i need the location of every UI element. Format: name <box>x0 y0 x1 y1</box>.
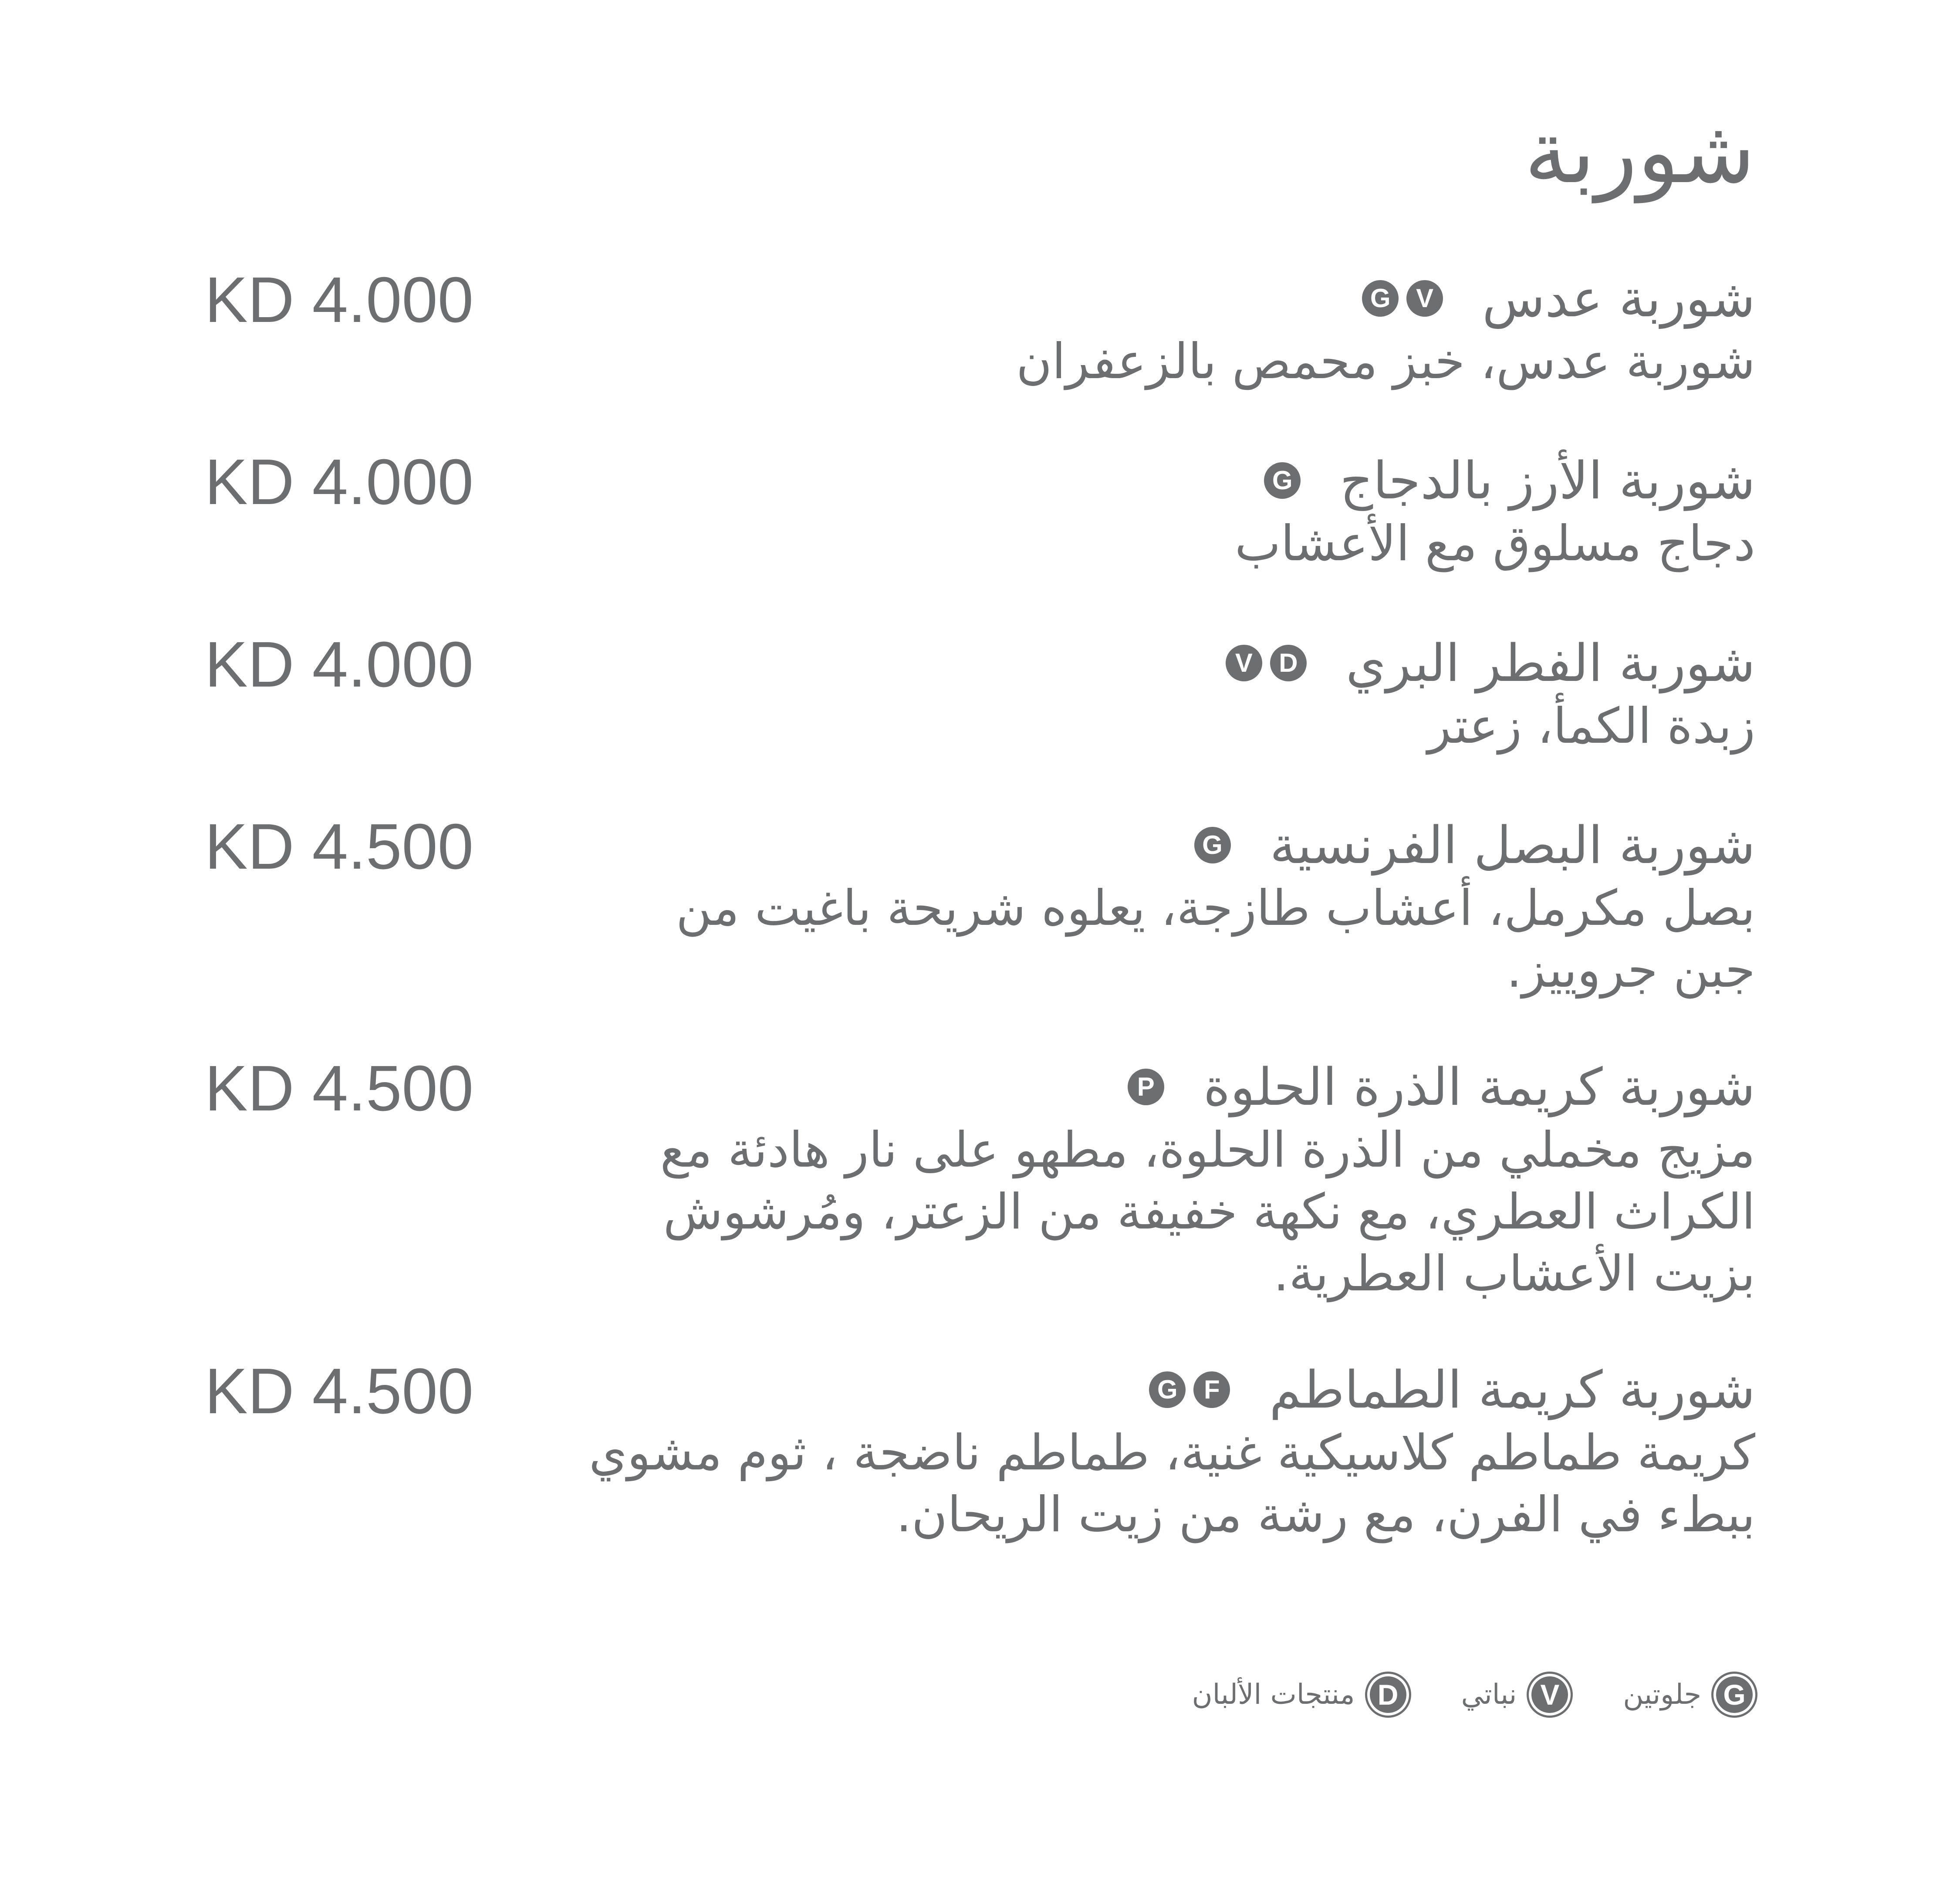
gluten-badge-icon: G <box>1264 462 1301 499</box>
dairy-badge-icon: D <box>1270 645 1307 681</box>
legend-label: جلوتين <box>1623 1679 1701 1711</box>
menu-item <box>492 633 1755 757</box>
vegan-badge-icon: V <box>1406 280 1443 317</box>
item-description: بصل مكرمل، أعشاب طازجة، يعلوه شريحة باغيت من جبن جروييز. <box>676 880 1755 998</box>
dairy-badge-icon: D <box>1367 1674 1409 1716</box>
item-price: KD 4.000 <box>205 264 474 336</box>
legend-entry-gluten <box>1623 1674 1755 1716</box>
item-description: مزيج مخملي من الذرة الحلوة، مطهو على نار هادئة مع الكراث العطري، مع نكهة خفيفة من الزعتر، ومُرشوش بزيت الأعشاب العطرية. <box>660 1122 1755 1302</box>
item-name: شوربة الأرز بالدجاج <box>1340 450 1755 511</box>
legend-label: نباتي <box>1461 1679 1517 1711</box>
item-price: KD 4.500 <box>205 1355 474 1427</box>
dietary-legend <box>1192 1674 1755 1716</box>
item-name: شوربة كريمة الطماطم <box>1269 1360 1755 1420</box>
item-description: كريمة طماطم كلاسيكية غنية، طماطم ناضجة ، ثوم مشوي ببطء في الفرن، مع رشة من زيت الريحان. <box>589 1425 1755 1543</box>
menu-item <box>492 815 1755 1001</box>
menu-item <box>492 450 1755 575</box>
item-name: شوربة عدس <box>1482 268 1755 328</box>
legend-label: منتجات الألبان <box>1192 1679 1355 1711</box>
item-description: دجاج مسلوق مع الأعشاب <box>1235 515 1755 572</box>
menu-item <box>492 1359 1755 1546</box>
item-price: KD 4.000 <box>205 446 474 518</box>
gluten-badge-icon: G <box>1149 1371 1186 1408</box>
p-badge-icon: P <box>1128 1069 1164 1105</box>
vegan-badge-icon: V <box>1529 1674 1571 1716</box>
gluten-badge-icon: G <box>1362 280 1399 317</box>
item-price: KD 4.500 <box>205 1053 474 1124</box>
item-name: شوربة البصل الفرنسية <box>1270 815 1755 875</box>
item-description: شوربة عدس، خبز محمص بالزعفران <box>1016 333 1755 390</box>
item-name: شوربة كريمة الذرة الحلوة <box>1203 1057 1755 1117</box>
menu-item <box>492 1056 1755 1305</box>
item-price: KD 4.500 <box>205 811 474 883</box>
menu-item <box>492 268 1755 393</box>
legend-entry-dairy <box>1192 1674 1409 1716</box>
item-price: KD 4.000 <box>205 629 474 701</box>
item-name: شوربة الفطر البري <box>1345 633 1755 693</box>
f-badge-icon: F <box>1193 1371 1230 1408</box>
legend-entry-vegan <box>1461 1674 1571 1716</box>
vegan-badge-icon: V <box>1226 645 1262 681</box>
gluten-badge-icon: G <box>1194 827 1231 863</box>
item-description: زبدة الكمأ، زعتر <box>1427 698 1755 755</box>
gluten-badge-icon: G <box>1713 1674 1755 1716</box>
section-title: شوربة <box>1524 102 1755 203</box>
